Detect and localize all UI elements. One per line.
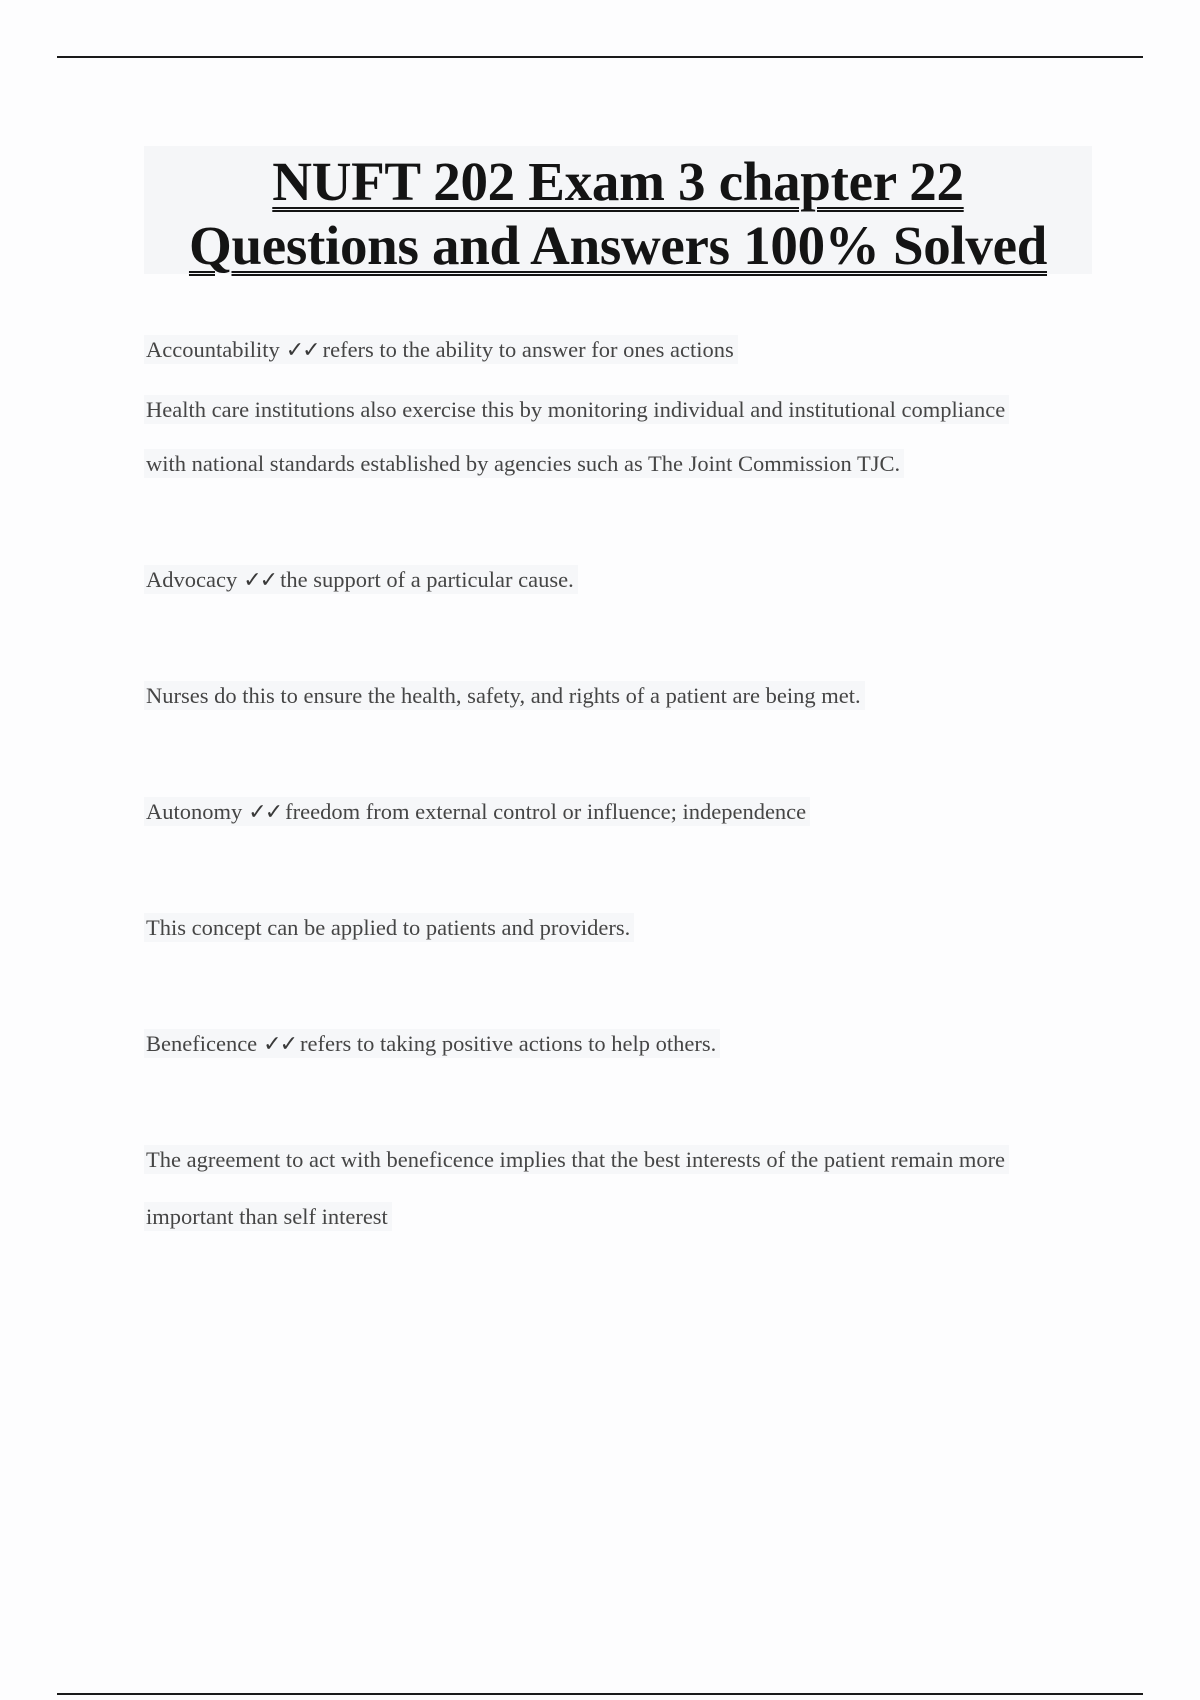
note-text: This concept can be applied to patients and providers.: [144, 913, 634, 942]
note-text: Nurses do this to ensure the health, safety, and rights of a patient are being met.: [144, 681, 865, 710]
entry-autonomy: [144, 797, 810, 828]
term: Advocacy: [146, 567, 238, 592]
term-line: [144, 335, 738, 364]
header-rule: [57, 56, 1143, 58]
note-line: [144, 1145, 1009, 1175]
term-line: [144, 1029, 720, 1058]
check-icon: ✓✓: [263, 1032, 297, 1057]
definition: refers to the ability to answer for ones actions: [322, 337, 734, 362]
document-title: [144, 146, 1092, 274]
entry-accountability: [144, 335, 738, 366]
check-icon: ✓✓: [285, 338, 319, 363]
note-line: [144, 449, 904, 479]
note-text: The agreement to act with beneficence implies that the best interests of the patient remain more: [144, 1145, 1009, 1174]
definition: the support of a particular cause.: [280, 567, 574, 592]
definition: refers to taking positive actions to help others.: [300, 1031, 717, 1056]
note-line: [144, 913, 634, 943]
term: Accountability: [146, 337, 280, 362]
definition: freedom from external control or influence; independence: [285, 799, 807, 824]
note-text: important than self interest: [144, 1202, 392, 1231]
note-line: [144, 1202, 392, 1232]
term-line: [144, 565, 578, 594]
note-line: [144, 395, 1009, 425]
title-line-1: NUFT 202 Exam 3 chapter 22: [272, 151, 964, 212]
term: Beneficence: [146, 1031, 258, 1056]
check-icon: ✓✓: [248, 800, 282, 825]
check-icon: ✓✓: [243, 568, 277, 593]
footer-rule: [57, 1693, 1143, 1695]
entry-beneficence: [144, 1029, 720, 1060]
title-line-2: Questions and Answers 100% Solved: [188, 215, 1048, 276]
note-text: Health care institutions also exercise this by monitoring individual and institutional compliance: [144, 395, 1009, 424]
note-text: with national standards established by agencies such as The Joint Commission TJC.: [144, 449, 904, 478]
entry-advocacy: [144, 565, 578, 596]
term-line: [144, 797, 810, 826]
note-line: [144, 681, 865, 711]
term: Autonomy: [146, 799, 243, 824]
